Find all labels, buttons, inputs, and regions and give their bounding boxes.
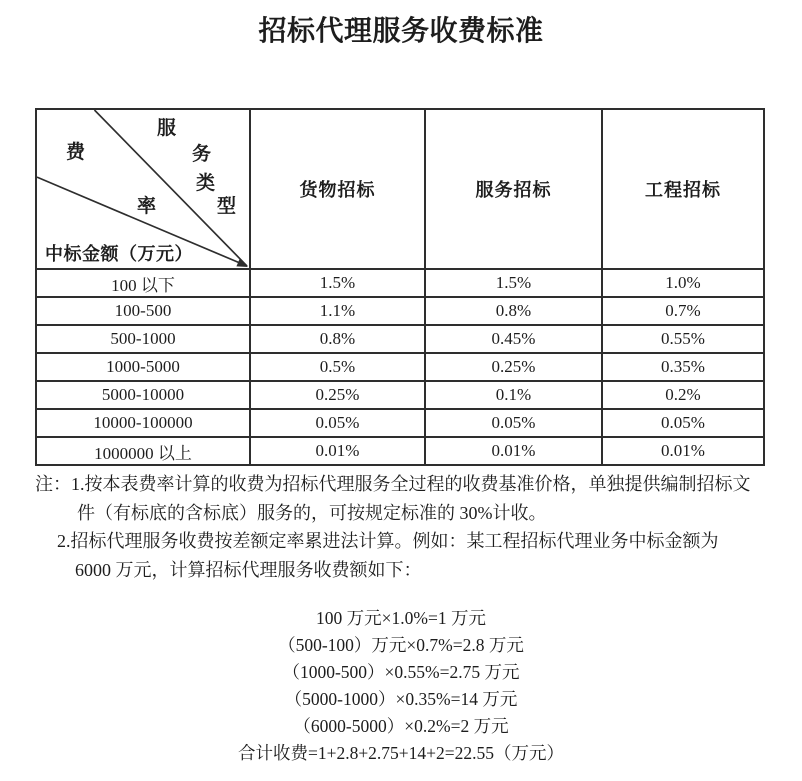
- amount-cell: 1000-5000: [36, 353, 250, 381]
- rate-cell: 0.01%: [250, 437, 425, 465]
- calc-line-3: （1000-500）×0.55%=2.75 万元: [282, 662, 520, 682]
- rate-cell: 0.45%: [425, 325, 602, 353]
- rate-cell: 0.8%: [425, 297, 602, 325]
- calc-line-2: （500-100）万元×0.7%=2.8 万元: [278, 635, 524, 655]
- note-line-4: 6000 万元，计算招标代理服务收费额如下：: [75, 559, 422, 580]
- calc-line-1: 100 万元×1.0%=1 万元: [316, 608, 486, 628]
- amount-cell: 5000-10000: [36, 381, 250, 409]
- table-row: [36, 353, 764, 381]
- table-header-row: [36, 109, 764, 269]
- table-row: [36, 325, 764, 353]
- rate-cell: 0.2%: [602, 381, 764, 409]
- rate-cell: 0.25%: [250, 381, 425, 409]
- calc-total-line: 合计收费=1+2.8+2.75+14+2=22.55（万元）: [237, 743, 565, 763]
- table-row: [36, 437, 764, 465]
- rate-char-2: 率: [137, 196, 157, 217]
- rate-cell: 0.01%: [602, 437, 764, 465]
- amount-cell: 100 以下: [36, 269, 250, 297]
- rate-cell: 0.35%: [602, 353, 764, 381]
- column-header-engineering: 工程招标: [602, 109, 764, 269]
- table-row: [36, 297, 764, 325]
- rate-cell: 0.01%: [425, 437, 602, 465]
- service-type-char-2: 务: [192, 144, 212, 165]
- rate-cell: 0.8%: [250, 325, 425, 353]
- service-type-char-1: 服: [157, 118, 177, 139]
- calculation-block: [0, 605, 802, 767]
- amount-cell: 100-500: [36, 297, 250, 325]
- service-type-char-4: 型: [217, 196, 237, 217]
- rate-char-1: 费: [66, 142, 86, 163]
- rate-cell: 0.1%: [425, 381, 602, 409]
- document-title: 招标代理服务收费标准: [258, 16, 544, 47]
- amount-axis-label: 中标金额（万元）: [45, 244, 193, 264]
- rate-cell: 0.55%: [602, 325, 764, 353]
- rate-cell: 0.7%: [602, 297, 764, 325]
- amount-cell: 10000-100000: [36, 409, 250, 437]
- rate-cell: 0.05%: [425, 409, 602, 437]
- note-line-1: 注：1.按本表费率计算的收费为招标代理服务全过程的收费基准价格，单独提供编制招标文: [35, 474, 751, 494]
- note-line-2: 件（有标底的含标底）服务的，可按规定标准的 30%计收。: [77, 502, 547, 523]
- column-header-goods: 货物招标: [250, 109, 425, 269]
- diagonal-corner-cell: [36, 109, 250, 269]
- note-line-3: 2.招标代理服务收费按差额定率累进法计算。例如：某工程招标代理业务中标金额为: [57, 531, 719, 551]
- rate-cell: 0.05%: [250, 409, 425, 437]
- calc-line-5: （6000-5000）×0.2%=2 万元: [293, 716, 509, 736]
- column-header-service: 服务招标: [425, 109, 602, 269]
- calc-line-4: （5000-1000）×0.35%=14 万元: [284, 689, 518, 709]
- rate-cell: 1.5%: [425, 269, 602, 297]
- amount-cell: 500-1000: [36, 325, 250, 353]
- table-row: [36, 381, 764, 409]
- rate-cell: 0.5%: [250, 353, 425, 381]
- rate-cell: 0.05%: [602, 409, 764, 437]
- rate-cell: 0.25%: [425, 353, 602, 381]
- amount-cell: 1000000 以上: [36, 437, 250, 465]
- service-type-char-3: 类: [196, 173, 216, 194]
- notes-block: [35, 470, 777, 584]
- rate-cell: 1.1%: [250, 297, 425, 325]
- rate-cell: 1.0%: [602, 269, 764, 297]
- fee-rate-table: [35, 108, 765, 466]
- table-row: [36, 269, 764, 297]
- rate-cell: 1.5%: [250, 269, 425, 297]
- table-row: [36, 409, 764, 437]
